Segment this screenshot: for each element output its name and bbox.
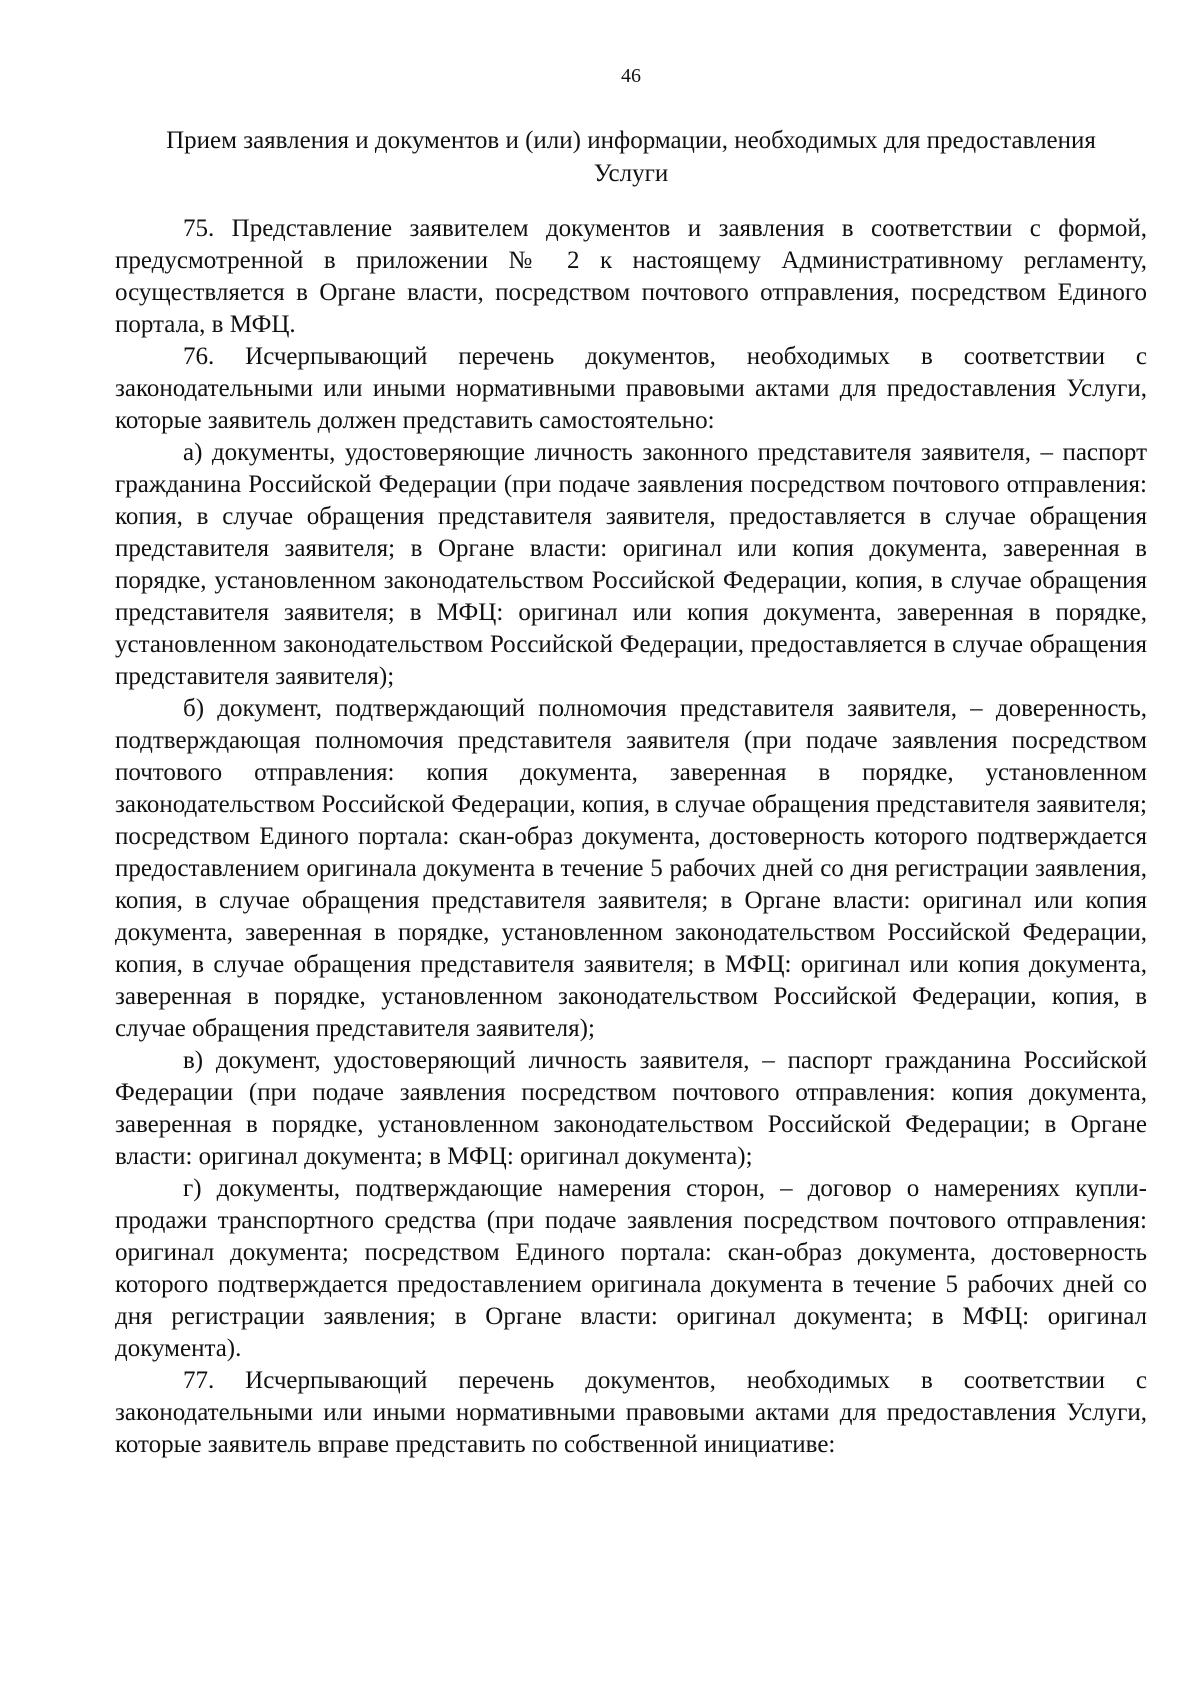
document-page (115, 62, 1147, 1461)
paragraph-76-v: в) документ, удостоверяющий личность заявителя, – паспорт гражданина Российской Федерации (при подаче заявления посредством почтового отправления: копия документа, заверенная в порядке, установленном законодательством Российской Федерации; в Органе власти: оригинал документа; в МФЦ: оригинал документа); (115, 1047, 1147, 1170)
paragraph-76-g: г) документы, подтверждающие намерения сторон, – договор о намерениях купли-продажи транспортного средства (при подаче заявления посредством почтового отправления: оригинал документа; посредством Единого портала: скан-образ документа, достоверность которого подтверждается предоставлением оригинала документа в течение 5 рабочих дней со дня регистрации заявления; в Органе власти: оригинал документа; в МФЦ: оригинал документа). (115, 1175, 1147, 1362)
section-title: Прием заявления и документов и (или) информации, необходимых для предоставления Услуги (166, 127, 1096, 187)
paragraph-77: 77. Исчерпывающий перечень документов, необходимых в соответствии с законодательными или иными нормативными правовыми актами для предоставления Услуги, которые заявитель вправе представить по собственной инициативе: (115, 1367, 1147, 1458)
page-number: 46 (621, 65, 641, 87)
paragraph-76-a: а) документы, удостоверяющие личность законного представителя заявителя, – паспорт гражданина Российской Федерации (при подаче заявления посредством почтового отправления: копия, в случае обращения представителя заявителя, предоставляется в случае обращения представителя заявителя; в Органе власти: оригинал или копия документа, заверенная в порядке, установленном законодательством Российской Федерации, копия, в случае обращения представителя заявителя; в МФЦ: оригинал или копия документа, заверенная в порядке, установленном законодательством Российской Федерации, предоставляется в случае обращения представителя заявителя); (115, 439, 1147, 690)
paragraph-76-b: б) документ, подтверждающий полномочия представителя заявителя, – доверенность, подтверждающая полномочия представителя заявителя (при подаче заявления посредством почтового отправления: копия документа, заверенная в порядке, установленном законодательством Российской Федерации, копия, в случае обращения представителя заявителя; посредством Единого портала: скан-образ документа, достоверность которого подтверждается предоставлением оригинала документа в течение 5 рабочих дней со дня регистрации заявления, копия, в случае обращения представителя заявителя; в Органе власти: оригинал или копия документа, заверенная в порядке, установленном законодательством Российской Федерации, копия, в случае обращения представителя заявителя; в МФЦ: оригинал или копия документа, заверенная в порядке, установленном законодательством Российской Федерации, копия, в случае обращения представителя заявителя); (115, 695, 1147, 1042)
paragraph-75: 75. Представление заявителем документов и заявления в соответствии с формой, предусмотренной в приложении № 2 к настоящему Административному регламенту, осуществляется в Органе власти, посредством почтового отправления, посредством Единого портала, в МФЦ. (115, 215, 1147, 338)
paragraph-76: 76. Исчерпывающий перечень документов, необходимых в соответствии с законодательными или иными нормативными правовыми актами для предоставления Услуги, которые заявитель должен представить самостоятельно: (115, 343, 1147, 434)
